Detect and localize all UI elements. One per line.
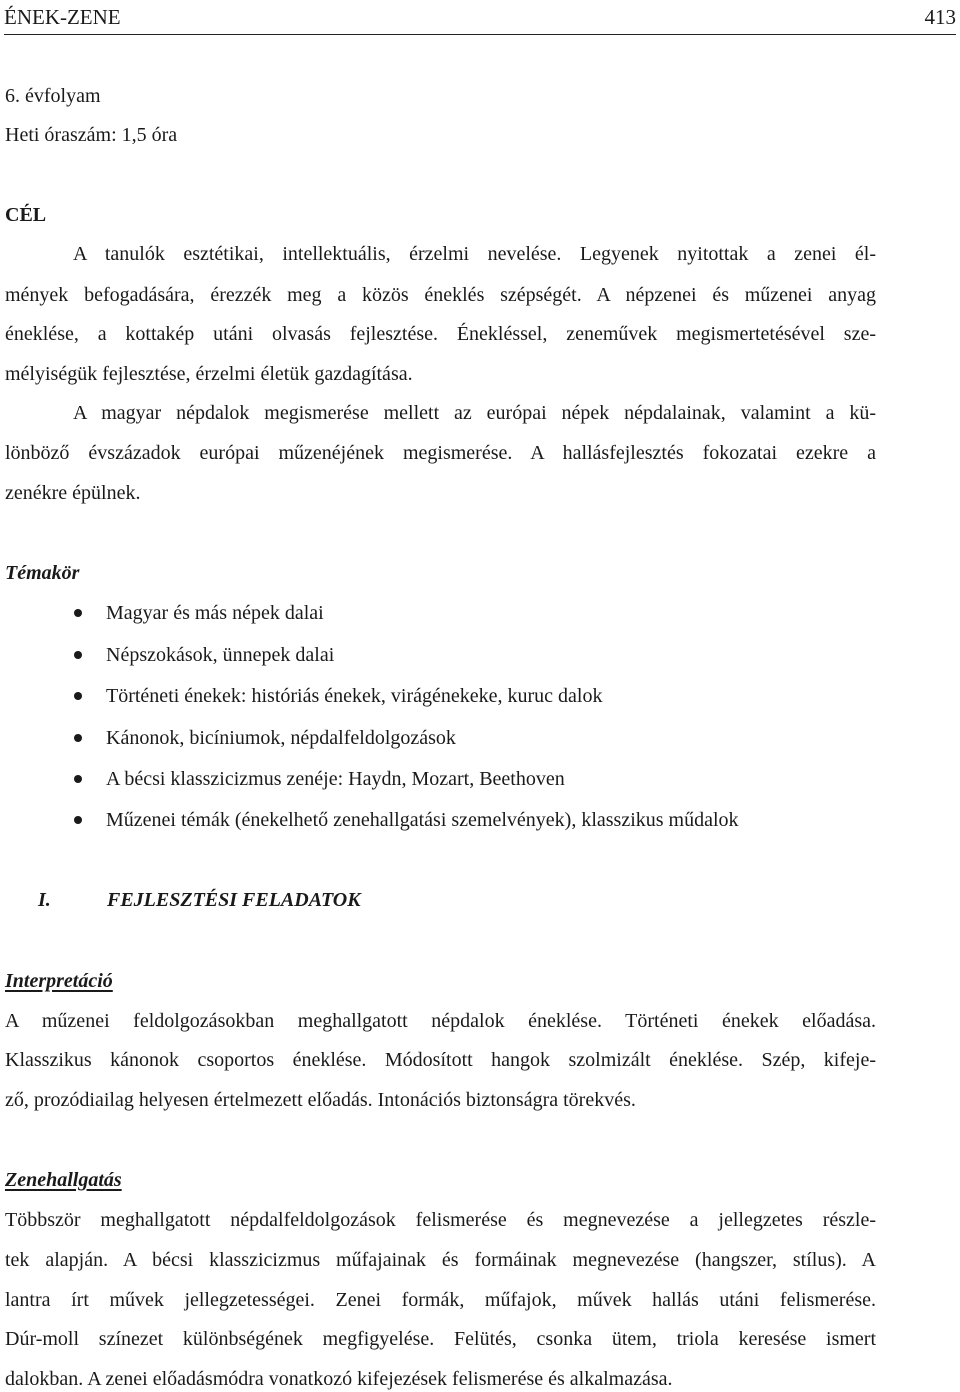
grade-label: 6. évfolyam xyxy=(5,85,101,107)
zenehallgatas-heading: Zenehallgatás xyxy=(5,1169,122,1191)
section-number: I. xyxy=(38,889,51,911)
cel-p1-line: éneklése, a kottakép utáni olvasás fejlesztése. Énekléssel, zeneművek megismertetésével sze- xyxy=(5,323,876,345)
list-item: Magyar és más népek dalai xyxy=(106,602,324,624)
zenehallgatas-line: lantra írt művek jellegzetességei. Zenei formák, műfajok, művek hallás utáni felismerése. xyxy=(5,1289,876,1311)
list-item: Történeti énekek: históriás énekek, virágénekeke, kuruc dalok xyxy=(106,685,603,707)
header-title: ÉNEK-ZENE xyxy=(4,5,121,29)
weekly-hours: Heti óraszám: 1,5 óra xyxy=(5,124,178,146)
zenehallgatas-line: dalokban. A zenei előadásmódra vonatkozó kifejezések felismerése és alkalmazása. xyxy=(5,1368,673,1390)
interpretacio-line: ző, prozódiailag helyesen értelmezett előadás. Intonációs biztonságra törekvés. xyxy=(5,1089,636,1111)
list-item: A bécsi klasszicizmus zenéje: Haydn, Mozart, Beethoven xyxy=(106,768,565,790)
cel-p1-line: mények befogadására, érezzék meg a közös éneklés szépségét. A népzenei és műzenei anyag xyxy=(5,284,876,306)
page-number: 413 xyxy=(924,5,956,29)
list-item: Népszokások, ünnepek dalai xyxy=(106,644,335,666)
bullet-icon xyxy=(74,692,82,700)
bullet-icon xyxy=(74,816,82,824)
list-item: Műzenei témák (énekelhető zenehallgatási szemelvények), klasszikus műdalok xyxy=(106,809,739,831)
cel-p2-line: A magyar népdalok megismerése mellett az európai népek népdalainak, valamint a kü- xyxy=(73,402,876,424)
zenehallgatas-line: tek alapján. A bécsi klasszicizmus műfajainak és formáinak megnevezése (hangszer, stílus). A xyxy=(5,1249,876,1271)
cel-p1-line: mélyiségük fejlesztése, érzelmi életük gazdagítása. xyxy=(5,363,413,385)
cel-p1-line: A tanulók esztétikai, intellektuális, érzelmi nevelése. Legyenek nyitottak a zenei él- xyxy=(73,243,876,265)
interpretacio-line: Klasszikus kánonok csoportos éneklése. Módosított hangok szolmizált éneklése. Szép, kifeje- xyxy=(5,1049,876,1071)
zenehallgatas-line: Dúr-moll színezet különbségének megfigyelése. Felütés, csonka ütem, triola keresése ismert xyxy=(5,1328,876,1350)
section-heading: FEJLESZTÉSI FELADATOK xyxy=(107,889,361,911)
cel-p2-line: lönböző évszázadok európai műzenéjének megismerése. A hallásfejlesztés fokozatai ezekre a xyxy=(5,442,876,464)
interpretacio-heading: Interpretáció xyxy=(5,970,113,992)
cel-p2-line: zenékre épülnek. xyxy=(5,482,141,504)
temakor-heading: Témakör xyxy=(5,562,80,584)
list-item: Kánonok, bicíniumok, népdalfeldolgozások xyxy=(106,727,456,749)
page-header xyxy=(4,0,956,35)
zenehallgatas-line: Többször meghallgatott népdalfeldolgozások felismerése és megnevezése a jellegzetes részle- xyxy=(5,1209,876,1231)
bullet-icon xyxy=(74,734,82,742)
bullet-icon xyxy=(74,775,82,783)
interpretacio-line: A műzenei feldolgozásokban meghallgatott népdalok éneklése. Történeti énekek előadása. xyxy=(5,1010,876,1032)
bullet-icon xyxy=(74,609,82,617)
bullet-icon xyxy=(74,651,82,659)
cel-heading: CÉL xyxy=(5,204,47,226)
